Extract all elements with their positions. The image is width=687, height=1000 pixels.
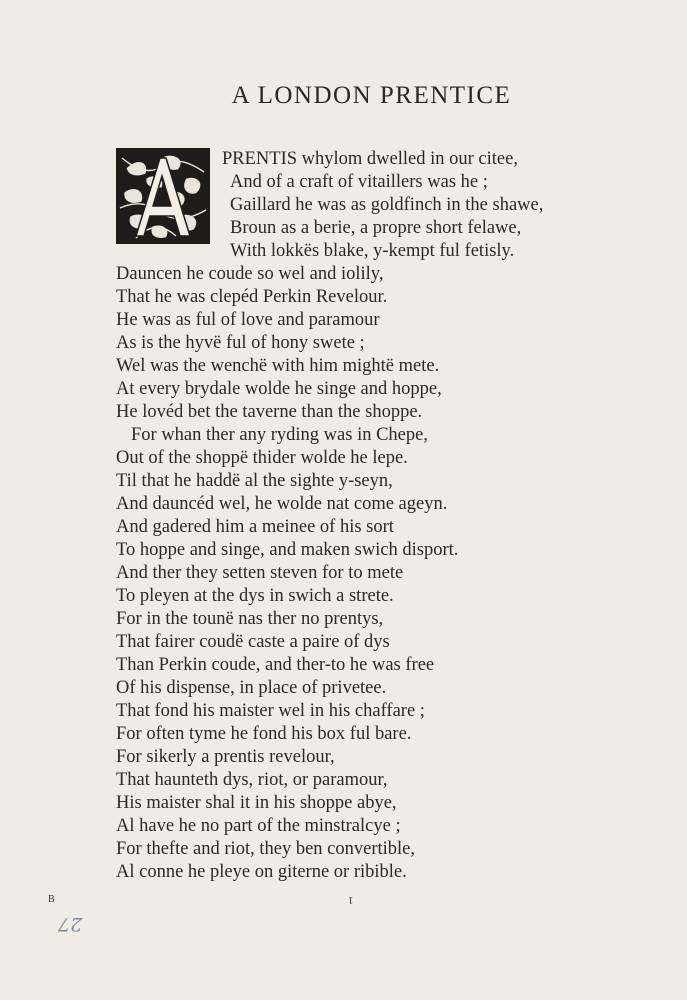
poem-line: And of a craft of vitaillers was he ;	[230, 172, 488, 192]
poem-line: For sikerly a prentis revelour,	[116, 747, 335, 767]
poem-line: With lokkës blake, y-kempt ful fetisly.	[230, 241, 515, 261]
foliage-ornament-icon	[116, 148, 210, 244]
poem-line: For in the tounë nas ther no prentys,	[116, 609, 384, 629]
poem-line: Al have he no part of the minstralcye ;	[116, 816, 401, 836]
poem-line: Of his dispense, in place of privetee.	[116, 678, 387, 698]
poem-line: To hoppe and singe, and maken swich disport.	[116, 540, 459, 560]
poem-line: Dauncen he coude so wel and iolily,	[116, 264, 384, 284]
poem-line: PRENTIS whylom dwelled in our citee,	[222, 149, 518, 169]
poem-line: And gadered him a meinee of his sort	[116, 517, 394, 537]
poem-line: Out of the shoppë thider wolde he lepe.	[116, 448, 408, 468]
poem-line: Gaillard he was as goldfinch in the shawe,	[230, 195, 544, 215]
poem-line: Broun as a berie, a propre short felawe,	[230, 218, 522, 238]
poem-line: Wel was the wenchë with him mightë mete.	[116, 356, 440, 376]
poem-line: He lovéd bet the taverne than the shoppe.	[116, 402, 423, 422]
decorated-initial-letter	[116, 148, 210, 244]
page-number: 1	[348, 894, 354, 906]
poem-line: For thefte and riot, they ben convertible,	[116, 839, 415, 859]
signature-mark: B	[48, 894, 55, 905]
poem-line: To pleyen at the dys in swich a strete.	[116, 586, 394, 606]
poem-line: For often tyme he fond his box ful bare.	[116, 724, 412, 744]
poem-line: That fairer coudë caste a paire of dys	[116, 632, 390, 652]
poem-line: For whan ther any ryding was in Chepe,	[131, 425, 428, 445]
poem-line: That fond his maister wel in his chaffare ;	[116, 701, 425, 721]
poem-line: And dauncéd wel, he wolde nat come ageyn.	[116, 494, 448, 514]
poem-line: Til that he haddë al the sighte y-seyn,	[116, 471, 393, 491]
poem-line: As is the hyvë ful of hony swete ;	[116, 333, 365, 353]
poem-line: That he was clepéd Perkin Revelour.	[116, 287, 388, 307]
poem-line: At every brydale wolde he singe and hoppe,	[116, 379, 442, 399]
poem-line: And ther they setten steven for to mete	[116, 563, 404, 583]
poem-line: Than Perkin coude, and ther-to he was free	[116, 655, 435, 675]
poem-line: He was as ful of love and paramour	[116, 310, 380, 330]
page-title: A LONDON PRENTICE	[231, 82, 512, 109]
poem-line: That haunteth dys, riot, or paramour,	[116, 770, 388, 790]
pencil-annotation: 27	[58, 913, 83, 935]
poem-line: His maister shal it in his shoppe abye,	[116, 793, 397, 813]
poem-line: Al conne he pleye on giterne or ribible.	[116, 862, 407, 882]
